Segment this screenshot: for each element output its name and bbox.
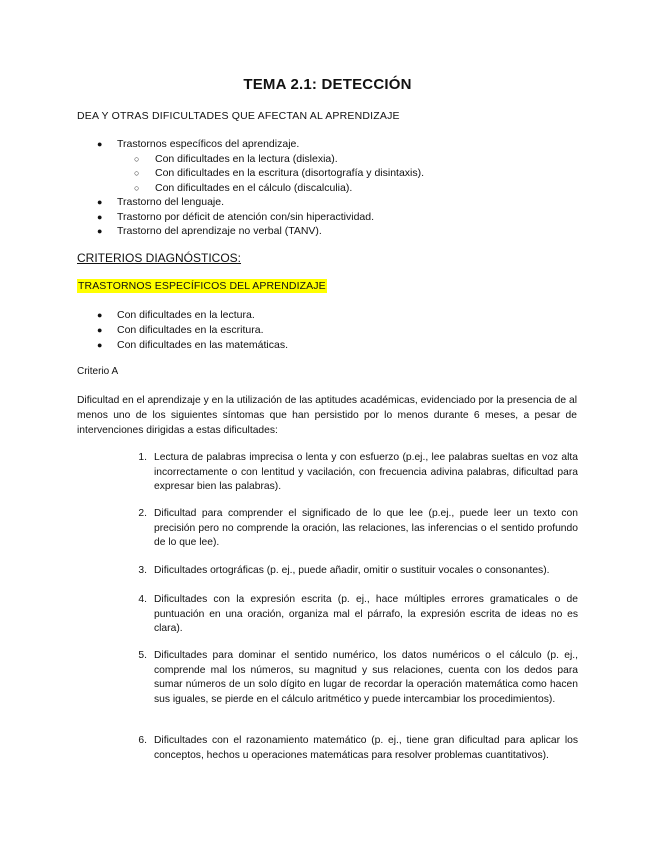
difficulties-list xyxy=(77,308,597,353)
list-item: ● Con dificultades en la lectura. xyxy=(97,309,255,321)
numbered-item-6: 6. Dificultades con el razonamiento matemático (p. ej., tiene gran dificultad para aplicar los conceptos, hechos u operaciones matemáticas para resolver problemas cuantitativos). xyxy=(138,735,578,761)
hollow-bullet-icon: ○ xyxy=(134,168,140,178)
bullet-icon: ● xyxy=(97,325,103,335)
list-item: ● Trastorno por déficit de atención con/sin hiperactividad. xyxy=(97,210,375,223)
bullet-icon: ● xyxy=(97,226,103,236)
criterios-heading: CRITERIOS DIAGNÓSTICOS: xyxy=(77,251,242,265)
hollow-bullet-icon: ○ xyxy=(134,153,140,164)
numbered-item-2: 2. Dificultad para comprender el significado de lo que lee (p.ej., puede leer un texto con precisión pero no comprende la oración, las relaciones, las inferencias o el sentido profundo de lo que lee). xyxy=(138,508,578,549)
criterio-a-label: Criterio A xyxy=(77,366,119,377)
bullet-icon: ● xyxy=(97,197,103,207)
numbered-item-4: 4. Dificultades con la expresión escrita (p. ej., hace múltiples errores gramaticales o de puntuación en una oración, organiza mal el párrafo, la expresión escrita de ideas no es clara). xyxy=(138,594,578,635)
overview-list xyxy=(77,137,597,239)
list-item: ○ Con dificultades en el cálculo (discalculia). xyxy=(134,181,353,194)
bullet-icon: ● xyxy=(97,211,103,222)
list-item: ● Trastorno del aprendizaje no verbal (TANV). xyxy=(97,225,322,237)
list-item: ○ Con dificultades en la escritura (disortografía y disintaxis). xyxy=(134,167,425,179)
hollow-bullet-icon: ○ xyxy=(134,182,140,193)
bullet-icon: ● xyxy=(97,340,103,350)
bullet-icon: ● xyxy=(97,139,103,149)
page-title: TEMA 2.1: DETECCIÓN xyxy=(243,76,412,93)
highlighted-heading: TRASTORNOS ESPECÍFICOS DEL APRENDIZAJE xyxy=(78,280,326,292)
numbered-item-1: 1. Lectura de palabras imprecisa o lenta y con esfuerzo (p.ej., lee palabras sueltas en voz alta incorrectamente o con lentitud y vacilación, con frecuencia adivina palabras, dificultad para expresar bien las palabras). xyxy=(138,452,578,493)
numbered-item-5: 5. Dificultades para dominar el sentido numérico, los datos numéricos o el cálculo (p. ej., comprende mal los números, su magnitud y sus relaciones, cuenta con los dedos para sumar números de un solo dígito en lugar de recordar la operación matemática como hacen sus iguales, se pierde en el cálculo aritmético y puede intercambiar los procedimientos). xyxy=(138,650,578,705)
highlight-heading-wrap xyxy=(77,280,327,292)
list-item: ● Trastornos específicos del aprendizaje. xyxy=(97,138,300,150)
numbered-item-3: 3. Dificultades ortográficas (p. ej., puede añadir, omitir o sustituir vocales o consonantes). xyxy=(138,565,550,576)
list-item: ● Trastorno del lenguaje. xyxy=(97,196,225,208)
bullet-icon: ● xyxy=(97,310,103,320)
list-item: ● Con dificultades en las matemáticas. xyxy=(97,339,288,351)
list-item: ○ Con dificultades en la lectura (dislexia). xyxy=(134,152,338,165)
subtitle: DEA Y OTRAS DIFICULTADES QUE AFECTAN AL APRENDIZAJE xyxy=(77,110,400,122)
list-item: ● Con dificultades en la escritura. xyxy=(97,324,264,336)
intro-paragraph: Dificultad en el aprendizaje y en la utilización de las aptitudes académicas, evidenciado por la presencia de al menos uno de los siguientes síntomas que han persistido por lo menos durante 6 meses, a pesar de intervenciones dirigidas a estas dificultades: xyxy=(77,395,577,436)
